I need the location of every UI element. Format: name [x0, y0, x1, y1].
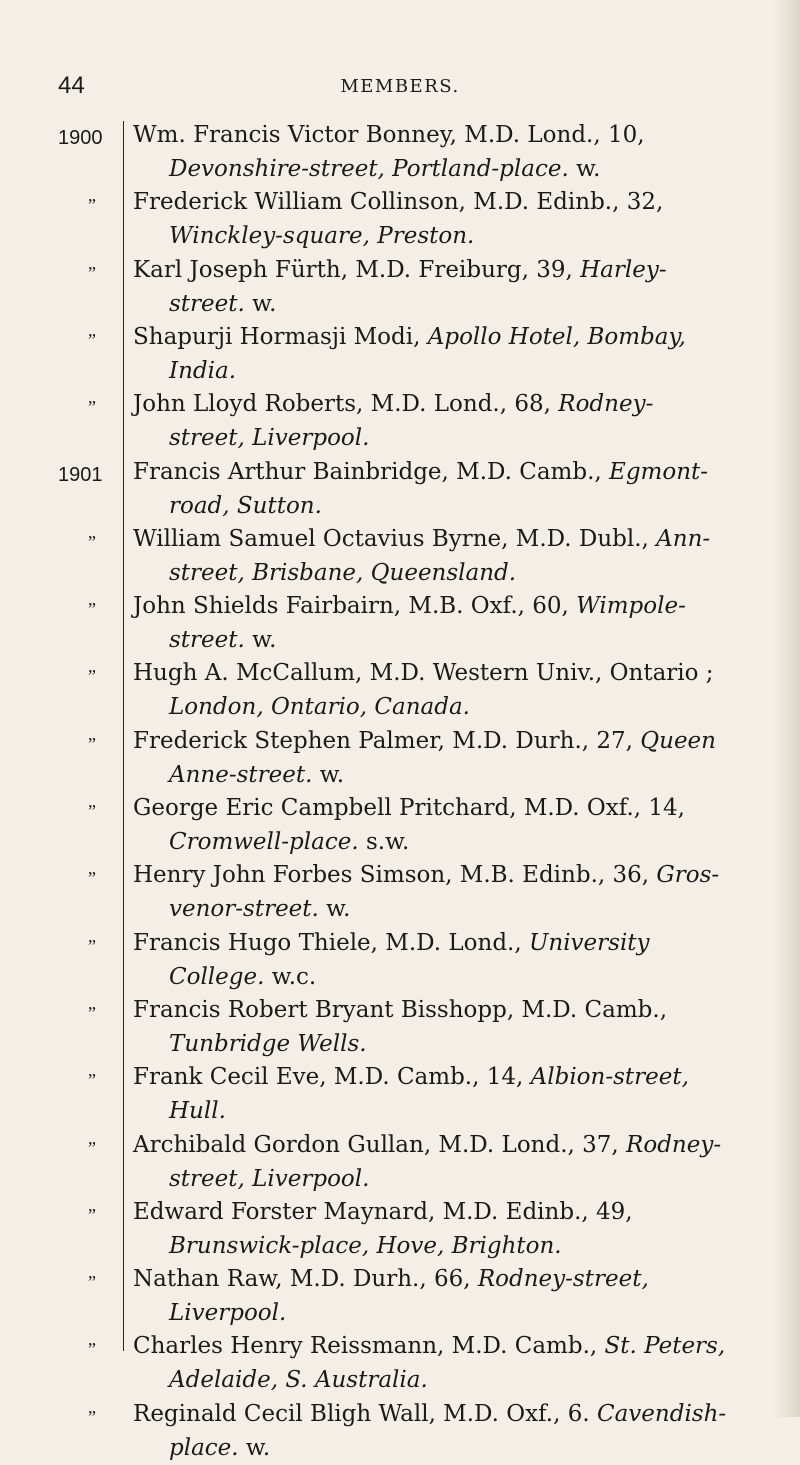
entry-line-1 [133, 185, 763, 219]
member-entry [133, 589, 763, 657]
entry-address: road, Sutton. [169, 493, 322, 519]
entry-line-1 [133, 253, 763, 287]
entry-address: venor-street. [169, 896, 319, 922]
member-entry [133, 118, 763, 186]
member-entry [133, 926, 763, 994]
entry-name-degree: Charles Henry Reissmann, M.D. Camb., [133, 1333, 605, 1359]
entry-address-start: St. Peters, [604, 1333, 726, 1359]
entry-line-2 [133, 287, 763, 321]
entry-address-start: Wimpole- [576, 593, 686, 619]
running-head: MEMBERS. [340, 76, 460, 97]
entry-postal-district: w. [244, 291, 277, 317]
entry-address: Devonshire-street, Portland-place. [169, 156, 569, 182]
entry-line-1 [133, 993, 763, 1027]
entry-line-2 [133, 892, 763, 926]
entry-name-degree: Henry John Forbes Simson, M.B. Edinb., 36, [133, 862, 657, 888]
entry-address: street, Liverpool. [169, 425, 370, 451]
entry-name-degree: Francis Arthur Bainbridge, M.D. Camb., [133, 459, 610, 485]
entry-year: 1900 [58, 127, 103, 149]
page-edge-shadow [774, 0, 800, 1417]
entry-line-2 [133, 758, 763, 792]
entry-line-2 [133, 960, 763, 994]
entry-year: ” [88, 1272, 96, 1292]
member-entry [133, 1128, 763, 1196]
entry-line-2 [133, 1363, 763, 1397]
entry-year: 1901 [58, 464, 103, 486]
entry-line-1 [133, 118, 763, 152]
member-entry [133, 1262, 763, 1330]
entry-address-start: Queen [640, 728, 716, 754]
entry-year: ” [88, 1070, 96, 1090]
entry-name-degree: Reginald Cecil Bligh Wall, M.D. Oxf., 6. [133, 1401, 597, 1427]
member-entry [133, 1195, 763, 1263]
entry-line-1 [133, 1128, 763, 1162]
entry-address-start: Ann- [656, 526, 711, 552]
entry-address-start: Egmont- [609, 459, 709, 485]
member-entry [133, 522, 763, 590]
entry-line-2 [133, 1296, 763, 1330]
member-entry [133, 185, 763, 253]
entry-line-1 [133, 387, 763, 421]
entry-line-2 [133, 421, 763, 455]
entry-name-degree: Frederick Stephen Palmer, M.D. Durh., 27, [133, 728, 641, 754]
entry-year: ” [88, 868, 96, 888]
page-number: 44 [58, 72, 85, 99]
entry-address-start: Rodney- [626, 1132, 722, 1158]
entry-line-1 [133, 589, 763, 623]
member-entry [133, 455, 763, 523]
member-entry [133, 1397, 763, 1465]
entry-line-1 [133, 455, 763, 489]
entry-year: ” [88, 1138, 96, 1158]
entry-year: ” [88, 195, 96, 215]
entry-line-2 [133, 489, 763, 523]
entry-address-start: Cavendish- [597, 1401, 727, 1427]
entry-line-2 [133, 1027, 763, 1061]
entry-line-1 [133, 1397, 763, 1431]
entry-name-degree: Edward Forster Maynard, M.D. Edinb., 49, [133, 1199, 633, 1225]
entry-year: ” [88, 1003, 96, 1023]
entry-line-2 [133, 219, 763, 253]
member-entry [133, 387, 763, 455]
entry-address: Cromwell-place. [169, 829, 359, 855]
entry-name-degree: Frank Cecil Eve, M.D. Camb., 14, [133, 1064, 531, 1090]
entry-address: Winckley-square, Preston. [169, 223, 475, 249]
entry-address: Brunswick-place, Hove, Brighton. [169, 1233, 562, 1259]
member-entry [133, 791, 763, 859]
entry-postal-district: w. [238, 1435, 271, 1461]
entry-address: street, Liverpool. [169, 1166, 370, 1192]
entry-year: ” [88, 734, 96, 754]
entry-line-1 [133, 320, 763, 354]
entry-address: Anne-street. [169, 762, 313, 788]
member-entry [133, 253, 763, 321]
entry-address: place. [169, 1435, 239, 1461]
entry-address: College. [169, 964, 265, 990]
entry-postal-district: w. [568, 156, 601, 182]
entry-address: street, Brisbane, Queensland. [169, 560, 517, 586]
entry-address-start: Apollo Hotel, Bombay, [427, 324, 686, 350]
entry-name-degree: Frederick William Collinson, M.D. Edinb., 32, [133, 189, 664, 215]
entry-name-degree: George Eric Campbell Pritchard, M.D. Oxf., 14, [133, 795, 685, 821]
entry-postal-district: w.c. [264, 964, 317, 990]
entry-postal-district: s.w. [358, 829, 410, 855]
entry-postal-district: w. [312, 762, 345, 788]
entry-line-1 [133, 522, 763, 556]
entry-name-degree: William Samuel Octavius Byrne, M.D. Dubl., [133, 526, 657, 552]
entry-year: ” [88, 1339, 96, 1359]
entry-address: Hull. [169, 1098, 226, 1124]
entry-line-1 [133, 858, 763, 892]
entry-name-degree: Francis Robert Bryant Bisshopp, M.D. Camb., [133, 997, 668, 1023]
entry-address: India. [169, 358, 237, 384]
entry-line-1 [133, 926, 763, 960]
entry-address: London, Ontario, Canada. [169, 694, 470, 720]
entry-line-2 [133, 690, 763, 724]
entry-address: Adelaide, S. Australia. [169, 1367, 428, 1393]
column-rule [123, 121, 124, 1351]
entry-line-2 [133, 825, 763, 859]
entry-address: street. [169, 291, 245, 317]
entry-line-2 [133, 623, 763, 657]
entry-name-degree: Archibald Gordon Gullan, M.D. Lond., 37, [133, 1132, 627, 1158]
entry-name-degree: Karl Joseph Fürth, M.D. Freiburg, 39, [133, 257, 581, 283]
entry-address-start: Gros- [656, 862, 720, 888]
entry-address-start: Rodney-street, [477, 1266, 649, 1292]
member-entry [133, 724, 763, 792]
entry-line-1 [133, 1329, 763, 1363]
entry-year: ” [88, 1205, 96, 1225]
entry-address-start: Albion-street, [530, 1064, 689, 1090]
entry-year: ” [88, 666, 96, 686]
entry-year: ” [88, 397, 96, 417]
entry-line-1 [133, 1060, 763, 1094]
entry-name-degree: Hugh A. McCallum, M.D. Western Univ., Ontario ; [133, 660, 714, 686]
entry-address: Liverpool. [169, 1300, 287, 1326]
entry-line-2 [133, 1094, 763, 1128]
entry-year: ” [88, 532, 96, 552]
entry-name-degree: Francis Hugo Thiele, M.D. Lond., [133, 930, 529, 956]
entry-year: ” [88, 599, 96, 619]
entry-address: Tunbridge Wells. [169, 1031, 367, 1057]
entry-year: ” [88, 936, 96, 956]
entry-line-2 [133, 1431, 763, 1465]
member-entry [133, 1060, 763, 1128]
entry-line-1 [133, 656, 763, 690]
entry-name-degree: Shapurji Hormasji Modi, [133, 324, 428, 350]
member-entry [133, 1329, 763, 1397]
entry-line-1 [133, 1262, 763, 1296]
entry-line-2 [133, 1229, 763, 1263]
entry-postal-district: w. [244, 627, 277, 653]
entry-line-2 [133, 556, 763, 590]
entry-name-degree: John Shields Fairbairn, M.B. Oxf., 60, [133, 593, 577, 619]
entry-address: street. [169, 627, 245, 653]
entry-address-start: Rodney- [558, 391, 654, 417]
member-entry [133, 320, 763, 388]
entry-year: ” [88, 330, 96, 350]
entry-postal-district: w. [318, 896, 351, 922]
entry-line-2 [133, 152, 763, 186]
entry-year: ” [88, 1407, 96, 1427]
entry-name-degree: Nathan Raw, M.D. Durh., 66, [133, 1266, 478, 1292]
entry-year: ” [88, 263, 96, 283]
entry-year: ” [88, 801, 96, 821]
entry-address-start: University [529, 930, 650, 956]
member-entry [133, 993, 763, 1061]
entry-line-1 [133, 791, 763, 825]
entry-line-2 [133, 354, 763, 388]
entry-line-1 [133, 1195, 763, 1229]
entry-line-2 [133, 1162, 763, 1196]
entry-address-start: Harley- [580, 257, 667, 283]
entry-name-degree: John Lloyd Roberts, M.D. Lond., 68, [133, 391, 559, 417]
member-entry [133, 656, 763, 724]
entry-name-degree: Wm. Francis Victor Bonney, M.D. Lond., 10, [133, 122, 645, 148]
member-entry [133, 858, 763, 926]
entry-line-1 [133, 724, 763, 758]
